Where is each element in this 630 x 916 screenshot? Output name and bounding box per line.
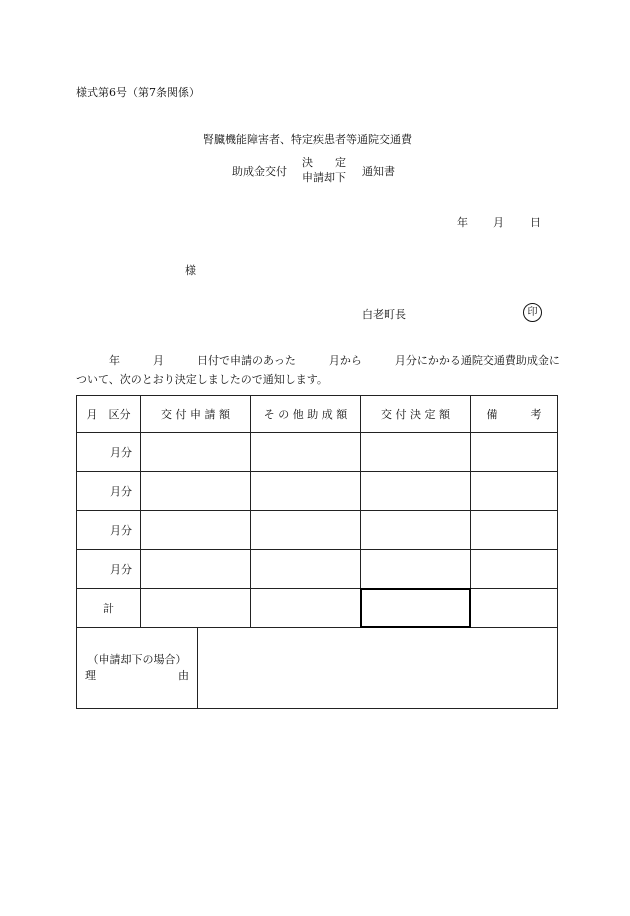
date-year: 年 — [457, 216, 468, 229]
date-day: 日 — [530, 216, 541, 229]
decided-amount-cell[interactable] — [361, 472, 471, 511]
other-aid-cell[interactable] — [251, 511, 361, 550]
decided-amount-cell[interactable] — [361, 433, 471, 472]
grant-table — [76, 395, 558, 628]
document-title: 腎臓機能障害者、特定疾患者等通院交通費 — [203, 133, 412, 146]
remarks-cell[interactable] — [471, 511, 558, 550]
row-month-label: 月分 — [77, 472, 141, 511]
option-rejected: 申請却下 — [302, 171, 346, 184]
applied-amount-cell[interactable] — [141, 511, 251, 550]
header-applied-amount: 交 付 申 請 額 — [141, 396, 251, 433]
total-label: 計 — [77, 589, 141, 628]
applied-amount-cell[interactable] — [141, 550, 251, 589]
reason-value-cell[interactable] — [198, 627, 558, 709]
reason-label-case: （申請却下の場合） — [87, 652, 187, 666]
title-prefix: 助成金交付 — [232, 165, 287, 178]
applied-amount-cell[interactable] — [141, 433, 251, 472]
other-aid-cell[interactable] — [251, 472, 361, 511]
table-row — [77, 472, 558, 511]
table-row — [77, 550, 558, 589]
seal-mark: 印 — [523, 303, 542, 322]
body-line-1: 年 月 日付で申請のあった 月から 月分にかかる通院交通費助成金に — [76, 354, 560, 367]
date-month: 月 — [493, 216, 504, 229]
date-line — [457, 214, 541, 230]
row-month-label: 月分 — [77, 433, 141, 472]
reason-label-text — [85, 668, 189, 684]
body-line-2: ついて、次のとおり決定しましたので通知します。 — [76, 373, 328, 386]
decided-amount-cell[interactable] — [361, 550, 471, 589]
notice-body — [76, 351, 560, 389]
total-row — [77, 589, 558, 628]
rejection-reason-table — [76, 627, 558, 709]
table-row — [77, 433, 558, 472]
row-month-label: 月分 — [77, 550, 141, 589]
addressee-honorific: 様 — [185, 264, 196, 277]
form-number: 様式第6号（第7条関係） — [76, 86, 200, 99]
remarks-cell[interactable] — [471, 550, 558, 589]
header-other-aid-amount: そ の 他 助 成 額 — [251, 396, 361, 433]
reason-label-right: 由 — [178, 668, 189, 682]
remarks-cell[interactable] — [471, 433, 558, 472]
other-aid-cell[interactable] — [251, 433, 361, 472]
applied-amount-cell[interactable] — [141, 472, 251, 511]
header-month-category: 月 区分 — [77, 396, 141, 433]
total-other-aid-cell[interactable] — [251, 589, 361, 628]
total-remarks-cell[interactable] — [471, 589, 558, 628]
option-decided: 決 定 — [302, 156, 346, 169]
table-header-row — [77, 396, 558, 433]
title-suffix: 通知書 — [362, 165, 395, 178]
reason-row — [77, 627, 558, 709]
row-month-label: 月分 — [77, 511, 141, 550]
remarks-cell[interactable] — [471, 472, 558, 511]
table-row — [77, 511, 558, 550]
other-aid-cell[interactable] — [251, 550, 361, 589]
issuer-name: 白老町長 — [362, 308, 406, 321]
total-decided-cell[interactable] — [361, 589, 471, 628]
decided-amount-cell[interactable] — [361, 511, 471, 550]
document-subtitle — [232, 154, 412, 188]
reason-label-left: 理 — [85, 668, 96, 682]
header-decided-amount: 交 付 決 定 額 — [361, 396, 471, 433]
total-applied-cell[interactable] — [141, 589, 251, 628]
reason-label — [77, 627, 198, 709]
header-remarks: 備 考 — [471, 396, 558, 433]
